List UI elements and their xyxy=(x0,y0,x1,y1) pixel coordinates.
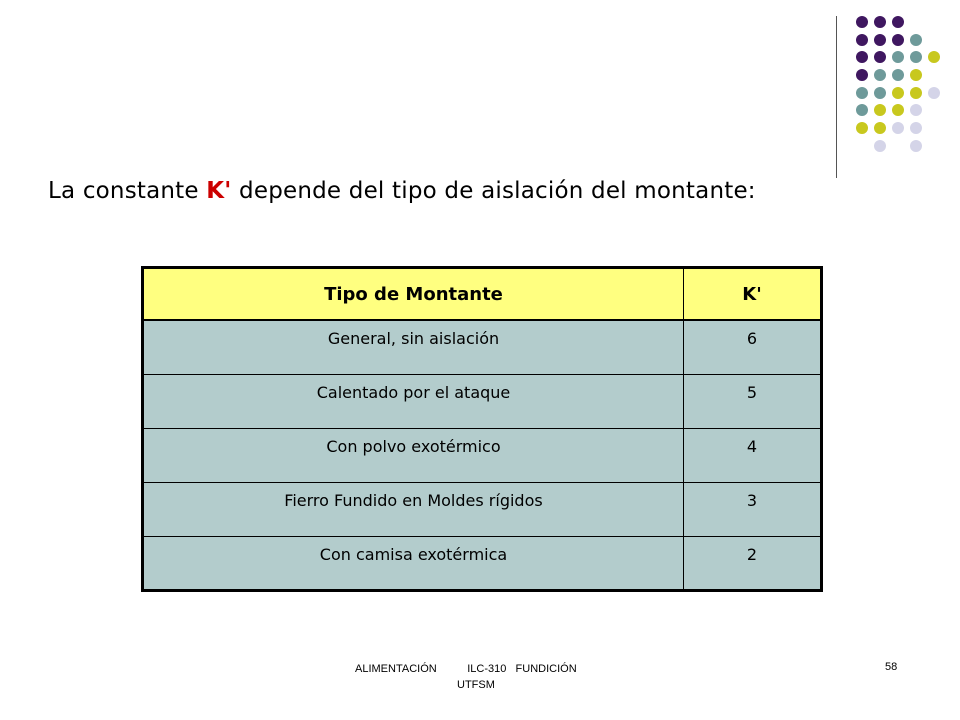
header-tipo-de-montante: Tipo de Montante xyxy=(143,268,684,321)
dot xyxy=(892,104,904,116)
dot xyxy=(910,140,922,152)
dot xyxy=(910,104,922,116)
dot xyxy=(874,69,886,81)
dot xyxy=(874,104,886,116)
cell-tipo: General, sin aislación xyxy=(143,320,684,374)
dot xyxy=(856,16,868,28)
cell-k: 5 xyxy=(684,374,822,428)
footer-institution: UTFSM xyxy=(457,679,495,691)
dot xyxy=(874,87,886,99)
dot xyxy=(856,104,868,116)
table-row xyxy=(143,374,822,428)
dot xyxy=(928,51,940,63)
header-k-prime: K' xyxy=(684,268,822,321)
slide-title xyxy=(48,178,928,204)
dot xyxy=(856,34,868,46)
dot xyxy=(874,122,886,134)
dot xyxy=(874,51,886,63)
cell-tipo: Fierro Fundido en Moldes rígidos xyxy=(143,482,684,536)
cell-k: 6 xyxy=(684,320,822,374)
cell-tipo: Con camisa exotérmica xyxy=(143,536,684,590)
table-header-row xyxy=(143,268,822,321)
k-constant-table xyxy=(141,266,823,592)
dot xyxy=(856,69,868,81)
footer-course-line: ALIMENTACIÓN ILC-310 FUNDICIÓN xyxy=(355,663,577,675)
dot xyxy=(892,34,904,46)
table-row xyxy=(143,536,822,590)
dot xyxy=(910,51,922,63)
page-number: 58 xyxy=(885,661,898,673)
dot xyxy=(892,87,904,99)
dot xyxy=(910,69,922,81)
dot xyxy=(856,51,868,63)
dot xyxy=(856,122,868,134)
slide-footer xyxy=(355,661,655,693)
dot xyxy=(892,69,904,81)
dot xyxy=(874,34,886,46)
dot xyxy=(910,87,922,99)
cell-k: 3 xyxy=(684,482,822,536)
title-prefix: La constante xyxy=(48,178,207,204)
cell-k: 2 xyxy=(684,536,822,590)
title-suffix: depende del tipo de aislación del montante: xyxy=(231,178,756,204)
dot xyxy=(910,122,922,134)
decorative-dot-grid xyxy=(0,0,960,170)
dot xyxy=(892,51,904,63)
table-row xyxy=(143,428,822,482)
cell-tipo: Calentado por el ataque xyxy=(143,374,684,428)
decorative-vertical-line xyxy=(836,16,837,178)
cell-k: 4 xyxy=(684,428,822,482)
dot xyxy=(856,87,868,99)
table-row xyxy=(143,320,822,374)
dot xyxy=(874,140,886,152)
dot xyxy=(910,34,922,46)
cell-tipo: Con polvo exotérmico xyxy=(143,428,684,482)
table-row xyxy=(143,482,822,536)
dot xyxy=(874,16,886,28)
title-highlight: K' xyxy=(206,178,232,204)
dot xyxy=(892,122,904,134)
dot xyxy=(892,16,904,28)
dot xyxy=(928,87,940,99)
